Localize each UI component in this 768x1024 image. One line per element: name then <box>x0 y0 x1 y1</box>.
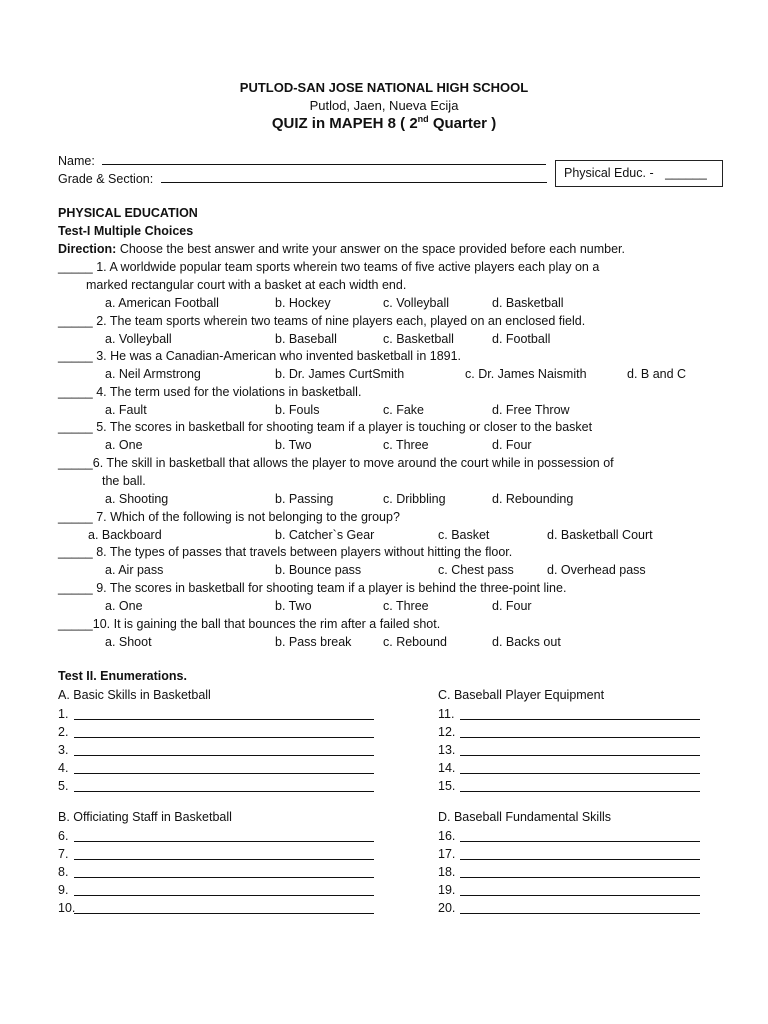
enumeration-number: 20. <box>438 901 456 915</box>
enumeration-number: 6. <box>58 829 69 843</box>
answer-blank[interactable] <box>74 743 374 756</box>
choice-option: a. Backboard <box>88 528 162 542</box>
school-address: Putlod, Jaen, Nueva Ecija <box>309 98 459 113</box>
choice-option: a. Shooting <box>105 492 169 506</box>
choice-option: d. Basketball <box>492 296 564 310</box>
enumeration-number: 14. <box>438 761 456 775</box>
choice-option: d. Football <box>492 332 551 346</box>
question-text: _____ 3. He was a Canadian-American who invented basketball in 1891. <box>58 349 462 363</box>
choice-option: b. Bounce pass <box>275 563 362 577</box>
question-text: _____ 5. The scores in basketball for shooting team if a player is touching or closer to the basket <box>58 420 593 434</box>
choice-option: c. Dr. James Naismith <box>465 367 587 381</box>
question-text-continued: the ball. <box>102 474 146 488</box>
answer-blank[interactable] <box>460 847 700 860</box>
question-text: _____ 1. A worldwide popular team sports wherein two teams of five active players each play on a <box>58 260 600 274</box>
choice-option: c. Basket <box>438 528 490 542</box>
enumeration-number: 16. <box>438 829 456 843</box>
enumeration-group-title: C. Baseball Player Equipment <box>438 688 605 702</box>
enumeration-number: 2. <box>58 725 69 739</box>
enumeration-number: 4. <box>58 761 69 775</box>
choice-option: c. Volleyball <box>383 296 450 310</box>
enumeration-number: 9. <box>58 883 69 897</box>
question-text: _____ 2. The team sports wherein two teams of nine players each, played on an enclosed field. <box>58 314 586 328</box>
enumeration-group-title: D. Baseball Fundamental Skills <box>438 810 611 824</box>
question-text: _____ 8. The types of passes that travels between players without hitting the floor. <box>58 545 513 559</box>
choice-option: b. Passing <box>275 492 334 506</box>
answer-blank[interactable] <box>74 725 374 738</box>
answer-blank[interactable] <box>74 829 374 842</box>
answer-blank[interactable] <box>74 901 374 914</box>
school-name: PUTLOD-SAN JOSE NATIONAL HIGH SCHOOL <box>239 80 529 95</box>
name-label: Name: <box>58 154 95 168</box>
choice-option: a. Shoot <box>105 635 152 649</box>
question-text: _____6. The skill in basketball that allows the player to move around the court while in possession of <box>58 456 614 470</box>
choice-option: c. Three <box>383 438 429 452</box>
choice-option: b. Hockey <box>275 296 331 310</box>
grade-row <box>58 170 547 187</box>
choice-option: d. Backs out <box>492 635 561 649</box>
answer-blank[interactable] <box>460 883 700 896</box>
enumeration-number: 11. <box>438 707 455 721</box>
choice-option: d. Four <box>492 599 532 613</box>
enumeration-number: 13. <box>438 743 456 757</box>
enumeration-number: 18. <box>438 865 456 879</box>
score-blank[interactable]: ______ <box>665 166 707 180</box>
test2-title: Test II. Enumerations. <box>58 669 187 683</box>
choice-option: b. Catcher`s Gear <box>275 528 375 542</box>
answer-blank[interactable] <box>460 779 700 792</box>
choice-option: a. One <box>105 438 143 452</box>
question-text-continued: marked rectangular court with a basket at each width end. <box>86 278 407 292</box>
question-text: _____ 4. The term used for the violations in basketball. <box>58 385 362 399</box>
answer-blank[interactable] <box>74 761 374 774</box>
enumeration-number: 12. <box>438 725 456 739</box>
answer-blank[interactable] <box>460 761 700 774</box>
enumeration-number: 7. <box>58 847 69 861</box>
choice-option: a. Air pass <box>105 563 164 577</box>
enumeration-number: 10. <box>58 901 76 915</box>
answer-blank[interactable] <box>74 779 374 792</box>
answer-blank[interactable] <box>74 847 374 860</box>
choice-option: c. Rebound <box>383 635 447 649</box>
choice-option: a. Fault <box>105 403 147 417</box>
answer-blank[interactable] <box>460 901 700 914</box>
enumeration-number: 17. <box>438 847 456 861</box>
answer-blank[interactable] <box>74 707 374 720</box>
choice-option: c. Dribbling <box>383 492 446 506</box>
enumeration-group-title: A. Basic Skills in Basketball <box>58 688 211 702</box>
name-row <box>58 152 546 169</box>
enumeration-group-title: B. Officiating Staff in Basketball <box>58 810 232 824</box>
choice-option: a. Neil Armstrong <box>105 367 201 381</box>
enumeration-number: 19. <box>438 883 456 897</box>
choice-option: a. Volleyball <box>105 332 172 346</box>
score-label: Physical Educ. - <box>564 166 654 180</box>
choice-option: d. Four <box>492 438 532 452</box>
direction: Direction: Choose the best answer and write your answer on the space provided before each number. <box>58 242 625 256</box>
question-text: _____ 7. Which of the following is not belonging to the group? <box>58 510 400 524</box>
choice-option: b. Two <box>275 599 312 613</box>
choice-option: a. American Football <box>105 296 219 310</box>
choice-option: a. One <box>105 599 143 613</box>
grade-section-field[interactable] <box>161 170 547 183</box>
answer-blank[interactable] <box>460 743 700 756</box>
score-box <box>555 160 723 187</box>
enumeration-number: 3. <box>58 743 69 757</box>
question-text: _____ 9. The scores in basketball for shooting team if a player is behind the three-point line. <box>58 581 567 595</box>
answer-blank[interactable] <box>460 707 700 720</box>
enumeration-number: 15. <box>438 779 456 793</box>
choice-option: d. B and C <box>627 367 687 381</box>
answer-blank[interactable] <box>74 883 374 896</box>
choice-option: c. Chest pass <box>438 563 514 577</box>
choice-option: b. Pass break <box>275 635 352 649</box>
answer-blank[interactable] <box>460 725 700 738</box>
answer-blank[interactable] <box>74 865 374 878</box>
choice-option: c. Three <box>383 599 429 613</box>
answer-blank[interactable] <box>460 829 700 842</box>
choice-option: b. Baseball <box>275 332 337 346</box>
section-title: PHYSICAL EDUCATION <box>58 206 198 220</box>
enumeration-number: 8. <box>58 865 69 879</box>
quiz-title: QUIZ in MAPEH 8 ( 2nd Quarter ) <box>271 114 497 132</box>
choice-option: d. Basketball Court <box>547 528 653 542</box>
grade-label: Grade & Section: <box>58 172 154 186</box>
name-field[interactable] <box>102 152 546 165</box>
choice-option: d. Free Throw <box>492 403 570 417</box>
choice-option: b. Two <box>275 438 312 452</box>
choice-option: b. Dr. James CurtSmith <box>275 367 405 381</box>
question-text: _____10. It is gaining the ball that bounces the rim after a failed shot. <box>58 617 441 631</box>
choice-option: c. Basketball <box>383 332 454 346</box>
enumeration-number: 5. <box>58 779 69 793</box>
choice-option: d. Rebounding <box>492 492 574 506</box>
enumeration-number: 1. <box>58 707 69 721</box>
test1-title: Test-I Multiple Choices <box>58 224 194 238</box>
choice-option: c. Fake <box>383 403 424 417</box>
choice-option: d. Overhead pass <box>547 563 646 577</box>
answer-blank[interactable] <box>460 865 700 878</box>
choice-option: b. Fouls <box>275 403 320 417</box>
